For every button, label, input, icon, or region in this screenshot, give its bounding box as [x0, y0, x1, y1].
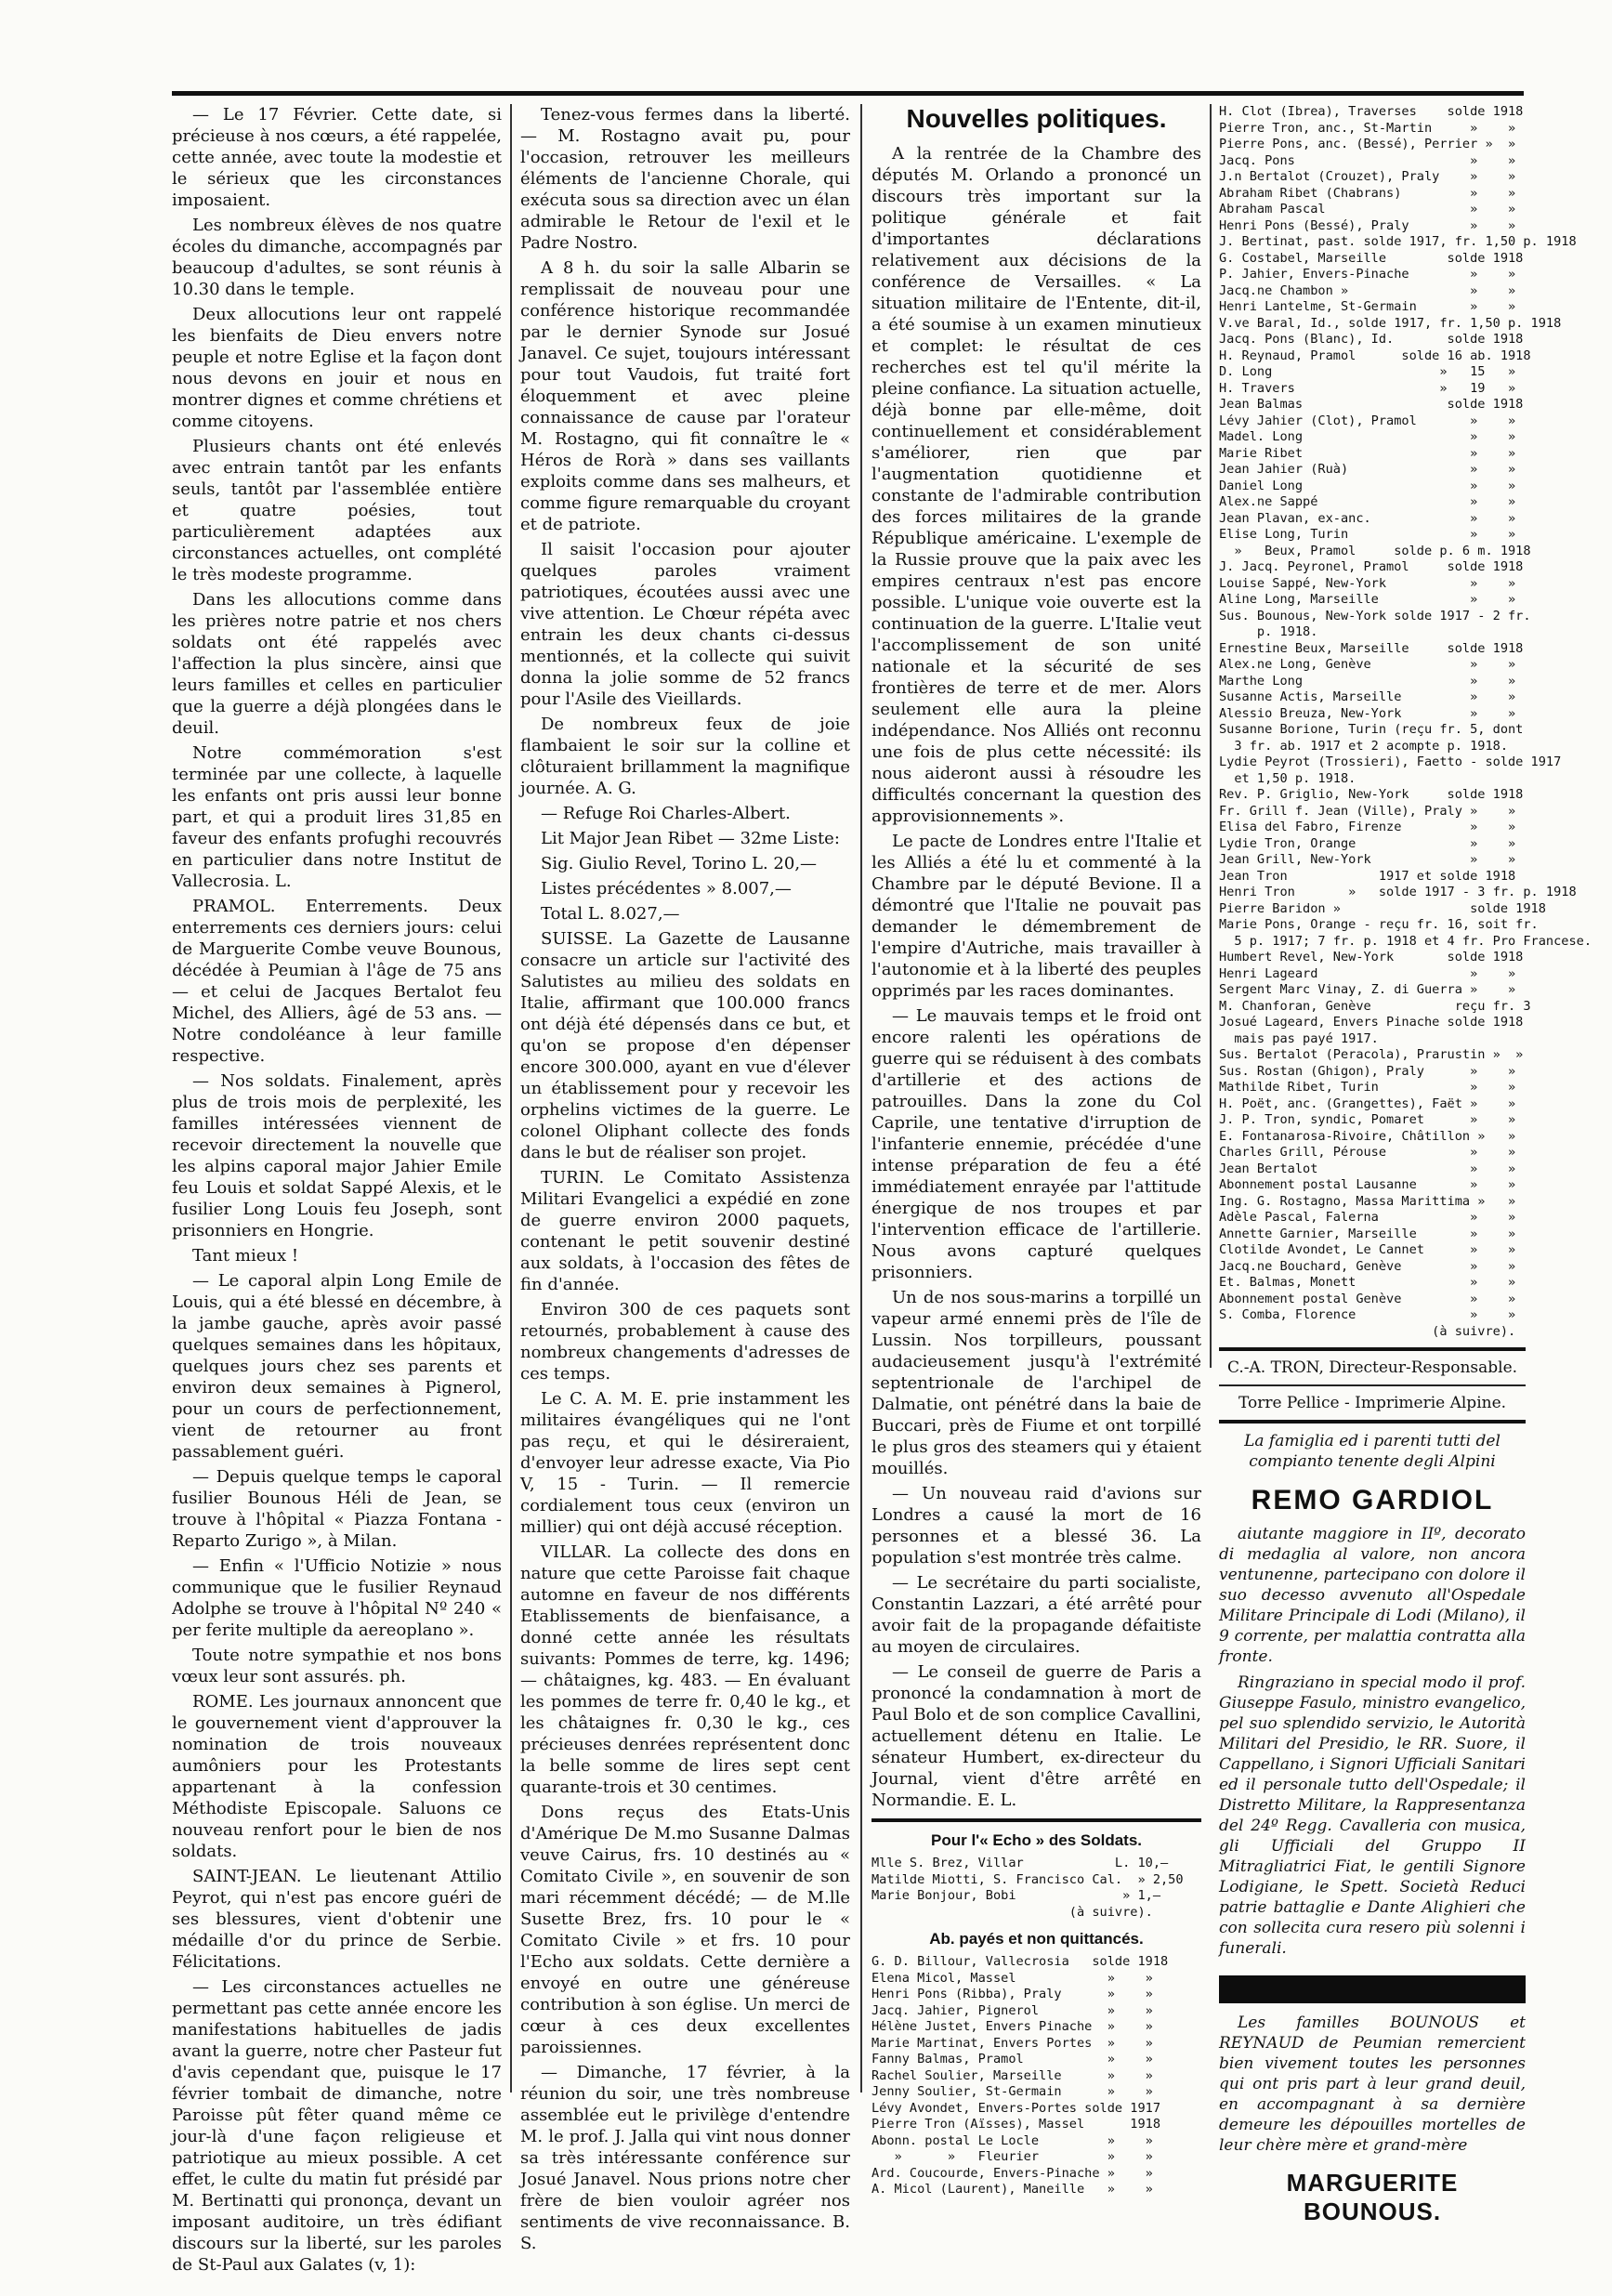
list-item: H. Poët, anc. (Grangettes), Faët » »: [1219, 1096, 1516, 1111]
list-item: Sus. Rostan (Ghigon), Praly » »: [1219, 1063, 1516, 1079]
list-item: 5 p. 1917; 7 fr. p. 1918 et 4 fr. Pro Francese.: [1219, 933, 1592, 949]
list-item: Pierre Pons, anc. (Bessé), Perrier » »: [1219, 137, 1516, 151]
list-item: Jean Grill, New-York » »: [1219, 852, 1516, 867]
list-item: Aline Long, Marseille » »: [1219, 592, 1516, 607]
list-item: (à suivre).: [872, 1904, 1153, 1920]
list-item: Fr. Grill f. Jean (Ville), Praly » »: [1219, 803, 1516, 819]
list-item: Pierre Tron (Aïsses), Massel 1918: [872, 2117, 1160, 2132]
list-item: Marie Pons, Orange - reçu fr. 16, soit fr.: [1219, 917, 1539, 932]
list-item: J.n Bertalot (Crouzet), Praly » »: [1219, 169, 1516, 184]
article-paragraph: — Enfin « l'Ufficio Notizie » nous communique que le fusilier Reynaud Adolphe se trouve à l'hôpital Nº 240 « per ferite multiple da aereoplano ».: [172, 1556, 502, 1640]
column-4: [1219, 104, 1592, 2234]
column-1: [172, 104, 502, 2279]
printer-line: Torre Pellice - Imprimerie Alpine.: [1238, 1394, 1507, 1412]
article-paragraph: Le pacte de Londres entre l'Italie et les Alliés a été lu et commenté à la Chambre par le député Bevione. Il a démontré que l'Italie ne pouvait pas demander le démembrement de l'empire d'Autriche, mais travailler à l'autonomie et à la liberté des peuples opprimés par les races dominantes.: [872, 832, 1201, 1001]
list-item: Hélène Justet, Envers Pinache » »: [872, 2019, 1153, 2034]
list-item: Lévy Avondet, Envers-Portes solde 1917: [872, 2100, 1160, 2116]
list-item: Alessio Breuza, New-York » »: [1219, 705, 1516, 721]
echo-donation-list: [872, 1856, 1201, 1921]
divider: [1219, 1384, 1526, 1386]
list-item: Pierre Tron, anc., St-Martin » »: [1219, 120, 1516, 136]
article-paragraph: SUISSE. La Gazette de Lausanne consacre un article sur l'activité des Salutistes au milieu des soldats en Italie, affirmant que 100.000 francs ont déjà été dépensés dans ce but, et qu'on se propose d'en dépenser encore 300.000, ayant en vue d'élever un établissement pour y recevoir les orphelins victimes de la guerre. Le colonel Oliphant collecte des fonds dans le but de réaliser son projet.: [520, 929, 850, 1162]
list-item: V.ve Baral, Id., solde 1917, fr. 1,50 p. 1918: [1219, 315, 1562, 331]
article-paragraph: Le C. A. M. E. prie instamment les militaires évangéliques qui ne l'ont pas reçu, et qui le désireraient, d'envoyer leur adresse exacte, Via Pio V, 15 - Turin. — Il remercie cordialement tous ceux (environ un millier) qui ont déjà accusé réception.: [520, 1389, 850, 1537]
thanks-notice: Les familles BOUNOUS et REYNAUD de Peumian remercient bien vivement toutes les personnes qui ont pris part à leur grand deuil, en accompagnant à sa dernière demeure les dépouilles mortelles de leur chère mère et grand-mère: [1219, 2014, 1526, 2155]
politics-articles: [872, 143, 1201, 1811]
article-paragraph: TURIN. Le Comitato Assistenza Militari Evangelici a expédié en zone de guerre environ 2000 paquets, contenant le petit souvenir destiné aux soldats, à l'occasion des fêtes de fin d'année.: [520, 1168, 850, 1294]
list-item: Clotilde Avondet, Le Cannet » »: [1219, 1242, 1516, 1257]
article-paragraph: Plusieurs chants ont été enlevés avec entrain tantôt par les enfants seuls, tantôt par l'assemblée entière et quatre poésies, tout particulièrement adaptées aux circonstances actuelles, ont complété le très modeste programme.: [172, 437, 502, 584]
list-item: Marie Ribet » »: [1219, 445, 1516, 461]
list-item: S. Comba, Florence » »: [1219, 1307, 1516, 1322]
list-item: Lévy Jahier (Clot), Pramol » »: [1219, 413, 1516, 428]
list-item: Henri Tron » solde 1917 - 3 fr. p. 1918: [1219, 885, 1577, 899]
list-item: Abonnement postal Lausanne » »: [1219, 1177, 1516, 1192]
list-item: Et. Balmas, Monett » »: [1219, 1275, 1516, 1290]
divider: [1219, 1347, 1526, 1351]
list-item: p. 1918.: [1219, 624, 1318, 639]
article-paragraph: Sig. Giulio Revel, Torino L. 20,—: [541, 854, 818, 873]
list-item: mais pas payé 1917.: [1219, 1030, 1379, 1046]
article-paragraph: Il saisit l'occasion pour ajouter quelques paroles vraiment patriotiques, écoutées aussi avec une vive attention. Le Chœur répéta avec entrain les deux chants ci-dessus mentionnés, et la collecte qui suivit donna la jolie somme de 52 francs pour l'Asile des Vieillards.: [520, 540, 850, 709]
article-paragraph: Dans les allocutions comme dans les prières notre patrie et nos chers soldats ont été rappelés avec l'affection la plus sincère, ainsi que leurs familles et celles en particulier que la guerre a déjà plongées dans le deuil.: [172, 590, 502, 738]
director-line: C.-A. TRON, Directeur-Responsable.: [1226, 1358, 1518, 1377]
list-item: Fanny Balmas, Pramol » »: [872, 2052, 1153, 2066]
article-paragraph: Listes précédentes » 8.007,—: [541, 879, 792, 899]
subscriptions-title: Ab. payés et non quittancés.: [929, 1930, 1144, 1948]
list-item: Jenny Soulier, St-Germain » »: [872, 2084, 1153, 2099]
list-item: Susanne Actis, Marseille » »: [1219, 689, 1516, 704]
list-item: Annette Garnier, Marseille » »: [1219, 1226, 1516, 1241]
article-paragraph: — Depuis quelque temps le caporal fusilier Bounous Héli de Jean, se trouve à l'hôpital « Piazza Fontana - Reparto Zurigo », à Milan.: [172, 1467, 502, 1551]
list-item: Jacq.ne Bouchard, Genève » »: [1219, 1258, 1516, 1274]
article-paragraph: Tenez-vous fermes dans la liberté. — M. Rostagno avait pu, pour l'occasion, retrouver les meilleurs éléments de l'ancienne Chorale, qui exécuta sous sa direction avec un élan admirable le Retour de l'exil et le Padre Nostro.: [520, 105, 850, 253]
list-item: Ing. G. Rostagno, Massa Marittima » »: [1219, 1193, 1516, 1209]
list-item: Mathilde Ribet, Turin » »: [1219, 1080, 1516, 1095]
article-paragraph: Lit Major Jean Ribet — 32me Liste:: [541, 829, 840, 848]
list-item: Lydie Tron, Orange » »: [1219, 835, 1516, 851]
column-2: [520, 104, 850, 2258]
article-paragraph: Tant mieux !: [192, 1246, 299, 1266]
list-item: » » Fleurier » »: [872, 2149, 1153, 2164]
article-paragraph: — Refuge Roi Charles-Albert.: [541, 804, 791, 823]
list-item: Lydie Peyrot (Trossieri), Faetto - solde 1917: [1219, 754, 1562, 769]
mourning-bar: [1219, 1975, 1526, 2003]
article-paragraph: — Le secrétaire du parti socialiste, Constantin Lazzari, a été arrêté pour avoir fait de la propagande défaitiste au moyen de circulaires.: [872, 1573, 1201, 1657]
list-item: Ard. Coucourde, Envers-Pinache » »: [872, 2165, 1153, 2181]
list-item: Jean Balmas solde 1918: [1219, 397, 1524, 412]
list-item: H. Clot (Ibrea), Traverses solde 1918: [1219, 104, 1524, 119]
list-item: Matilde Miotti, S. Francisco Cal. » 2,50: [872, 1871, 1184, 1887]
article-paragraph: Environ 300 de ces paquets sont retournés, probablement à cause des nombreux changements d'adresses de ces temps.: [520, 1300, 850, 1384]
list-item: (à suivre).: [1219, 1323, 1516, 1339]
list-item: Elena Micol, Massel » »: [872, 1970, 1153, 1986]
list-item: Elise Long, Turin » »: [1219, 527, 1516, 542]
list-item: H. Travers » 19 »: [1219, 380, 1516, 396]
article-paragraph: VILLAR. La collecte des dons en nature que cette Paroisse fait chaque automne en faveur de nos différents Etablissements de bienfaisance, a donné cette année les résultats suivants: Pommes de terre, kg. 1496; — châtaignes, kg. 483. — En évaluant les pommes de terre fr. 0,40 le kg., et les châtaignes fr. 0,30 le kg., ces précieuses denrées représentent donc la belle somme de lires sept cent quarante-trois et 30 centimes.: [520, 1542, 850, 1797]
list-item: J. Bertinat, past. solde 1917, fr. 1,50 p. 1918: [1219, 234, 1577, 249]
list-item: et 1,50 p. 1918.: [1219, 770, 1356, 786]
article-paragraph: — Le 17 Février. Cette date, si précieuse à nos cœurs, a été rappelée, cette année, avec toute la modestie et le sérieux que les circonstances imposaient.: [172, 105, 502, 210]
list-item: Ernestine Beux, Marseille solde 1918: [1219, 640, 1524, 656]
list-item: G. D. Billour, Vallecrosia solde 1918: [872, 1954, 1169, 1969]
echo-title: Pour l'« Echo » des Soldats.: [931, 1831, 1142, 1849]
list-item: Jacq. Jahier, Pignerol » »: [872, 2002, 1153, 2018]
list-item: P. Jahier, Envers-Pinache » »: [1219, 267, 1516, 282]
article-paragraph: — Un nouveau raid d'avions sur Londres a causé la mort de 16 personnes et a blessé 36. La population s'est montrée très calme.: [872, 1484, 1201, 1568]
list-item: Elisa del Fabro, Firenze » »: [1219, 820, 1516, 834]
article-paragraph: Notre commémoration s'est terminée par une collecte, à laquelle les enfants ont pris aussi leur bonne part, et qui a produit lires 31,85 en faveur des enfants profughi recouvrés en particulier dans notre Institut de Vallecrosia. L.: [172, 743, 502, 891]
section-heading: Nouvelles politiques.: [906, 104, 1167, 133]
list-item: Alex.ne Long, Genève » »: [1219, 657, 1516, 672]
list-item: Jacq. Pons (Blanc), Id. solde 1918: [1219, 332, 1524, 347]
list-item: Abonnement postal Genève » »: [1219, 1291, 1516, 1306]
column-3: [872, 104, 1201, 2198]
list-item: Henri Pons (Bessé), Praly » »: [1219, 217, 1516, 233]
list-item: Madel. Long » »: [1219, 429, 1516, 444]
list-item: J. P. Tron, syndic, Pomaret » »: [1219, 1112, 1516, 1127]
list-item: Jean Tron 1917 et solde 1918: [1219, 868, 1516, 884]
subscriptions-list: [872, 1954, 1201, 2198]
article-paragraph: — Dimanche, 17 février, à la réunion du soir, une très nombreuse assemblée eut le privilège d'entendre M. le prof. J. Jalla qui vint nous donner sa très intéressante conférence sur Josué Janavel. Nous prions notre cher frère de bien vouloir agréer nos sentiments de vive reconnaissance. B. S.: [520, 2063, 850, 2253]
column-divider: [860, 104, 862, 2093]
list-item: Sergent Marc Vinay, Z. di Guerra » »: [1219, 982, 1516, 997]
list-item: Jean Plavan, ex-anc. » »: [1219, 510, 1516, 526]
list-item: D. Long » 15 »: [1219, 364, 1516, 379]
obituary-thanks: Ringraziano in special modo il prof. Giuseppe Fasulo, ministro evangelico, pel suo splendido servizio, le Autorità Militari del Presidio, le RR. Suore, il Cappellano, i Signori Ufficiali Sanitari ed il personale tutto dell'Ospedale; il Distretto Militare, la Rappresentanza del 24º Regg. Cavalleria con musica, gli Ufficiali del Gruppo II Mitragliatrici Fiat, le gentili Signore Lodigiane, le Spett. Società Reduci patrie battaglie e Dante Alighieri che con sollecita cura resero più solenni i funerali.: [1219, 1673, 1526, 1958]
list-item: » Beux, Pramol solde p. 6 m. 1918: [1219, 543, 1531, 558]
article-paragraph: ROME. Les journaux annoncent que le gouvernement vient d'approuver la nomination de trois nouveaux aumôniers pour les Protestants appartenant à la confession Méthodiste Episcopale. Saluons ce nouveau renfort pour le bien de nos soldats.: [172, 1692, 502, 1861]
article-paragraph: Total L. 8.027,—: [541, 904, 680, 924]
list-item: Henri Lageard » »: [1219, 965, 1516, 981]
list-item: 3 fr. ab. 1917 et 2 acompte p. 1918.: [1219, 738, 1508, 754]
list-item: Marthe Long » »: [1219, 673, 1516, 689]
list-item: H. Reynaud, Pramol solde 16 ab. 1918: [1219, 348, 1531, 363]
list-item: Mlle S. Brez, Villar L. 10,—: [872, 1856, 1169, 1870]
article-paragraph: Les nombreux élèves de nos quatre écoles du dimanche, accompagnés par beaucoup d'adultes, se sont réunis à 10.30 dans le temple.: [172, 216, 502, 299]
list-item: Marie Bonjour, Bobi » 1,—: [872, 1888, 1160, 1903]
list-item: Henri Lantelme, St-Germain » »: [1219, 299, 1516, 314]
list-item: Rev. P. Griglio, New-York solde 1918: [1219, 787, 1524, 802]
column-divider: [510, 104, 512, 2093]
list-item: Adèle Pascal, Falerna » »: [1219, 1210, 1516, 1225]
obituary-text: aiutante maggiore in IIº, decorato di medaglia al valore, non ancora ventunenne, partecipano con dolore il suo decesso avvenuto all'Ospedale Militare Principale di Lodi (Milano), il 9 corrente, per malattia contratta alla fronte.: [1219, 1525, 1526, 1666]
article-paragraph: PRAMOL. Enterrements. Deux enterrements ces derniers jours: celui de Marguerite Combe veuve Bounous, décédée à Peumian à l'âge de 75 ans — et celui de Jacques Bertalot feu Michel, des Alliers, âgé de 53 ans. — Notre condoléance à leur famille respective.: [172, 897, 502, 1066]
list-item: Jacq.ne Chambon » » »: [1219, 282, 1516, 298]
list-item: Rachel Soulier, Marseille » »: [872, 2067, 1153, 2083]
top-rule: [172, 91, 1524, 96]
list-item: Alex.ne Sappé » »: [1219, 494, 1516, 509]
list-item: Daniel Long » »: [1219, 478, 1516, 493]
list-item: A. Micol (Laurent), Maneille » »: [872, 2182, 1153, 2197]
list-item: Humbert Revel, New-York solde 1918: [1219, 950, 1524, 964]
list-item: Abraham Ribet (Chabrans) » »: [1219, 185, 1516, 201]
article-paragraph: SAINT-JEAN. Le lieutenant Attilio Peyrot, qui n'est pas encore guéri de ses blessures, vient d'obtenir une médaille d'or du prince de Serbie. Félicitations.: [172, 1867, 502, 1972]
list-item: Jacq. Pons » »: [1219, 152, 1516, 168]
list-item: Louise Sappé, New-York » »: [1219, 575, 1516, 591]
list-item: Abraham Pascal » »: [1219, 202, 1516, 216]
list-item: Josué Lageard, Envers Pinache solde 1918: [1219, 1015, 1524, 1030]
deceased-name: MARGUERITE BOUNOUS.: [1286, 2169, 1459, 2225]
column-divider: [1210, 104, 1212, 1368]
article-paragraph: A 8 h. du soir la salle Albarin se remplissait de nouveau pour une conférence historique recommandée par le dernier Synode sur Josué Janavel. Ce sujet, toujours intéressant pour tout Vaudois, fut traité fort éloquemment et avec pleine connaissance de cause par l'orateur M. Rostagno, qui fit connaître le « Héros de Rorà » dans ses vaillants exploits comme dans ses malheurs, et comme figure remarquable du croyant et de patriote.: [520, 258, 850, 534]
list-item: Susanne Borione, Turin (reçu fr. 5, dont: [1219, 722, 1524, 737]
list-item: Charles Grill, Pérouse » »: [1219, 1145, 1516, 1160]
divider: [872, 1818, 1201, 1822]
list-item: Pierre Baridon » solde 1918: [1219, 900, 1546, 916]
list-item: J. Jacq. Peyronel, Pramol solde 1918: [1219, 559, 1524, 574]
list-item: Jean Bertalot » »: [1219, 1161, 1516, 1176]
article-paragraph: — Les circonstances actuelles ne permettant pas cette année encore les manifestations habituelles de jadis avant la guerre, notre cher Pasteur fut d'avis cependant que, puisque le 17 février tombait de dimanche, notre Paroisse pût fêter quand même ce jour-là d'une façon religieuse et patriotique au mieux possible. A cet effet, le culte du matin fut présidé par M. Bertinatti qui prononça, devant un imposant auditoire, un très édifiant discours sur la liberté, sur les paroles de St-Paul aux Galates (v, 1):: [172, 1977, 502, 2275]
obituary-intro: La famiglia ed i parenti tutti del compianto tenente degli Alpini: [1244, 1432, 1501, 1471]
obituary-name: REMO GARDIOL: [1251, 1485, 1494, 1515]
article-paragraph: Toute notre sympathie et nos bons vœux leur sont assurés. ph.: [172, 1646, 502, 1686]
list-item: Marie Martinat, Envers Portes » »: [872, 2035, 1153, 2051]
article-paragraph: — Le mauvais temps et le froid ont encore ralenti les opérations de guerre qui se réduisent à des combats d'artillerie et des actions de patrouilles. Dans la zone du Col Caprile, une tentative d'irruption de l'infanterie ennemie, précédée d'une intense préparation de feu a été immédiatement enrayée par l'attitude énergique de nos troupes et par l'intervention efficace de l'artillerie. Nous avons capturé quelques prisonniers.: [872, 1006, 1201, 1282]
list-item: E. Fontanarosa-Rivoire, Châtillon » »: [1219, 1128, 1516, 1144]
list-item: M. Chanforan, Genève reçu fr. 3: [1219, 998, 1531, 1014]
article-paragraph: — Le caporal alpin Long Emile de Louis, qui a été blessé en décembre, à la jambe gauche, après avoir passé quelques semaines dans les hôpitaux, quelques jours chez ses parents et environ deux semaines à Pignerol, pour un cours de perfectionnement, vient de retourner au front passablement guéri.: [172, 1271, 502, 1462]
divider: [1219, 1420, 1526, 1424]
subscriptions-list-continued: [1219, 104, 1592, 1340]
article-paragraph: — Nos soldats. Finalement, après plus de trois mois de perplexité, les familles intéressées viennent de recevoir directement la nouvelle que les alpins caporal major Jahier Emile feu Louis et soldat Sappé Alexis, et le fusilier Long Louis feu Joseph, sont prisonniers en Hongrie.: [172, 1071, 502, 1240]
article-paragraph: Un de nos sous-marins a torpillé un vapeur armé ennemi près de l'île de Lussin. Nos torpilleurs, poussant audacieusement jusqu'à l'extrémité septentrionale de l'archipel de Dalmatie, ont pénétré dans la baie de Buccari, près de Fiume et ont torpillé le plus gros des steamers qui y étaient mouillés.: [872, 1288, 1201, 1478]
article-paragraph: Dons reçus des Etats-Unis d'Amérique De M.mo Susanne Dalmas veuve Cairus, frs. 10 destinés au « Comitato Civile », en souvenir de son mari récemment décédé; — de M.lle Susette Brez, frs. 10 pour le « Comitato Civile » et frs. 10 pour l'Echo aux soldats. Cette dernière a envoyé en outre une généreuse contribution à son église. Un merci de cœur à ces deux excellentes paroissiennes.: [520, 1803, 850, 2057]
list-item: Sus. Bertalot (Peracola), Prarustin » »: [1219, 1047, 1524, 1062]
article-paragraph: Deux allocutions leur ont rappelé les bienfaits de Dieu envers notre peuple et notre Eglise et la façon dont nous devons en jouir et nous en montrer dignes et comme chrétiens et comme citoyens.: [172, 305, 502, 431]
article-paragraph: — Le conseil de guerre de Paris a prononcé la condamnation à mort de Paul Bolo et de son complice Cavallini, actuellement détenu en Italie. Le sénateur Humbert, ex-directeur du Journal, vient d'être arrêté en Normandie. E. L.: [872, 1662, 1201, 1810]
list-item: Abonn. postal Le Locle » »: [872, 2132, 1153, 2148]
article-paragraph: De nombreux feux de joie flambaient le soir sur la colline et clôturaient brillamment la magnifique journée. A. G.: [520, 715, 850, 798]
list-item: Sus. Bounous, New-York solde 1917 - 2 fr.: [1219, 608, 1531, 623]
list-item: Jean Jahier (Ruà) » »: [1219, 462, 1516, 477]
article-paragraph: A la rentrée de la Chambre des députés M. Orlando a prononcé un discours très important sur la politique générale et fait d'importantes déclarations relativement aux décisions de la conférence de Versailles. « La situation militaire de l'Entente, dit-il, a été soumise à un examen minutieux et complet: le résultat de ces recherches est tel qu'il mérite la pleine confiance. La situation actuelle, déjà bonne par elle-même, doit continuellement et considérablement s'améliorer, rien que par l'augmentation quotidienne et constante de l'admirable contribution des forces militaires de la grande République américaine. L'exemple de la Russie prouve que la paix avec les empires centraux n'est pas encore possible. L'unique voie ouverte est la continuation de la guerre. L'Italie veut l'accomplissement de son unité nationale et la sécurité de ses frontières de terre et de mer. Alors seulement elle aura la pleine indépendance. Nos Alliés ont reconnu une fois de plus cette nécessité: ils nous aideront aussi à résoudre les difficultés concernant la question des approvisionnements ».: [872, 144, 1201, 826]
list-item: Henri Pons (Ribba), Praly » »: [872, 1987, 1153, 2001]
list-item: G. Costabel, Marseille solde 1918: [1219, 250, 1524, 266]
